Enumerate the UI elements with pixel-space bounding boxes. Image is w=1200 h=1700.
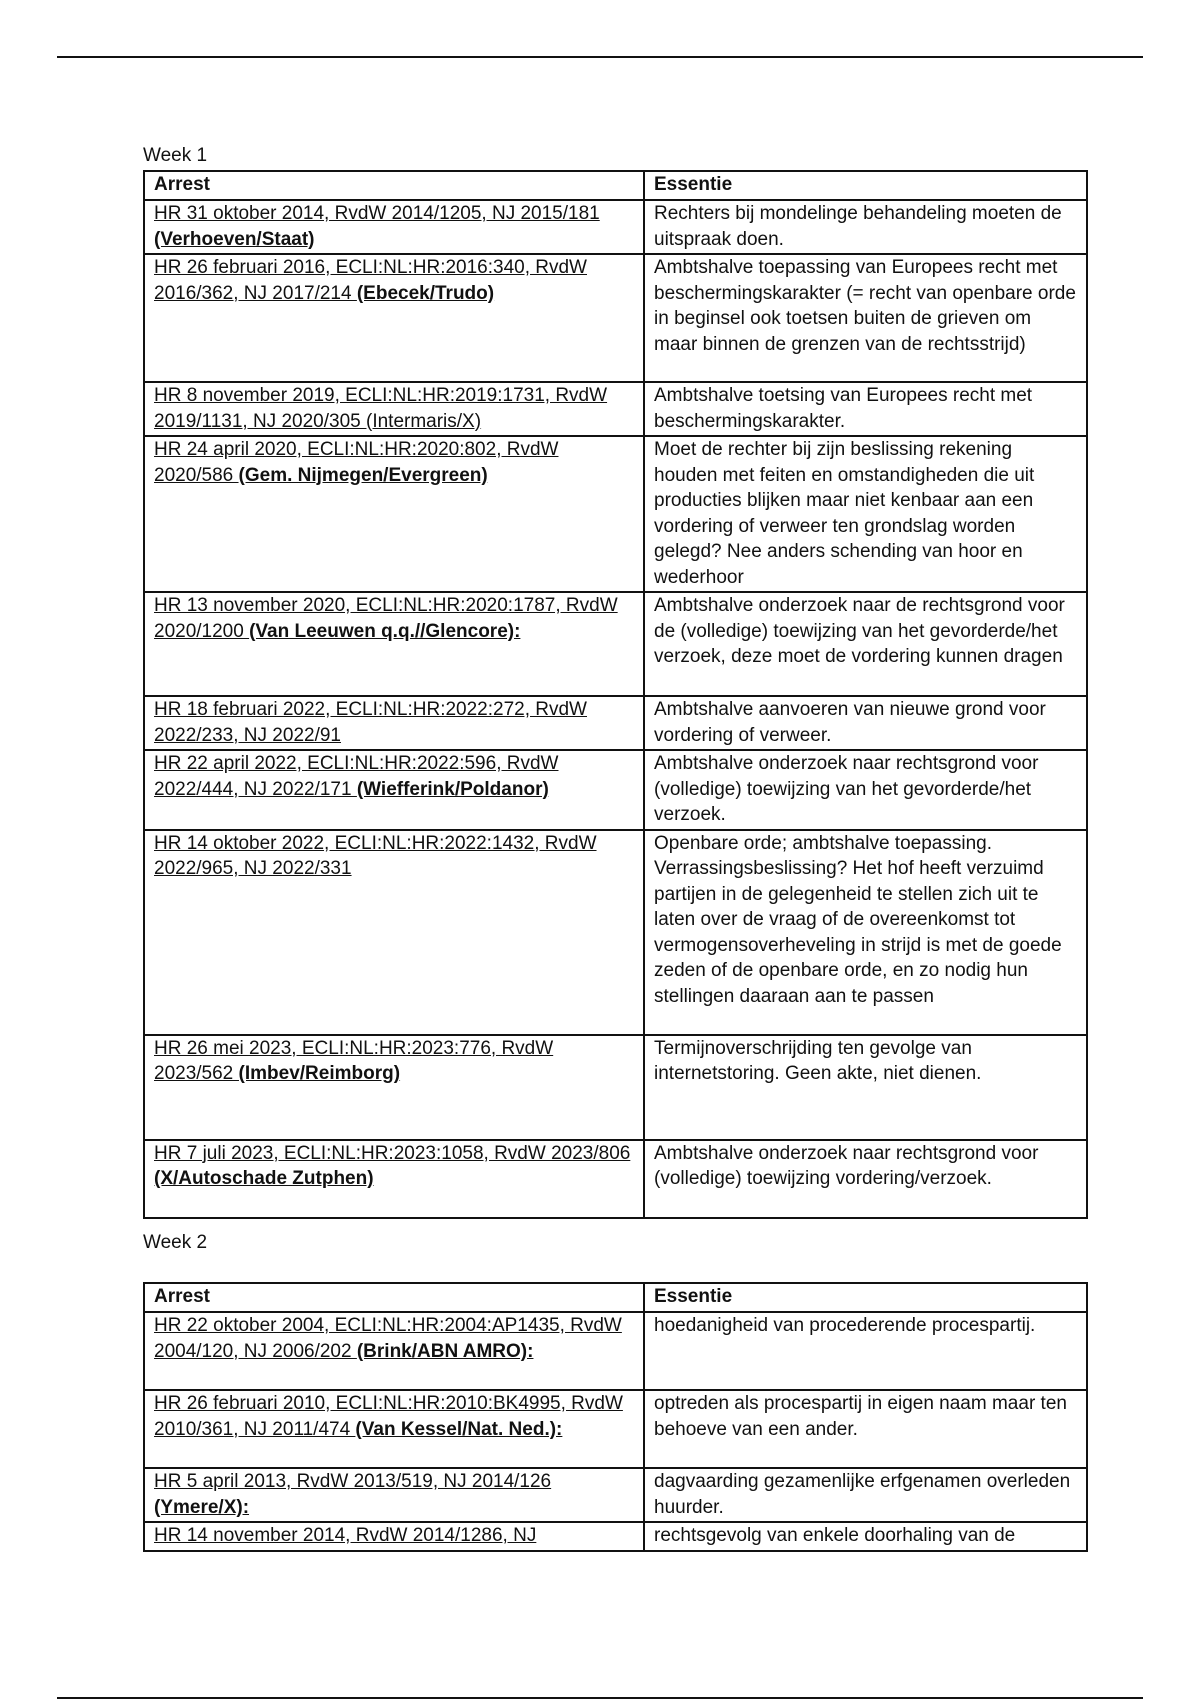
- case-parties: (Ebecek/Trudo): [356, 282, 495, 304]
- case-reference: HR 8 november 2019, ECLI:NL:HR:2019:1731, RvdW 2019/1131, NJ 2020/305 (Intermaris/X): [154, 385, 608, 432]
- case-reference: HR 22 april 2022, ECLI:NL:HR:2022:596, RvdW 2022/444, NJ 2022/171: [154, 753, 559, 800]
- arrest-cell: [144, 750, 644, 830]
- page-top-rule: [57, 56, 1143, 58]
- arrest-cell: [144, 592, 644, 696]
- table-row: [144, 382, 1087, 436]
- case-reference: HR 26 februari 2010, ECLI:NL:HR:2010:BK4995, RvdW 2010/361, NJ 2011/474: [154, 1393, 623, 1440]
- essentie-cell: Ambtshalve toetsing van Europees recht met beschermingskarakter.: [644, 382, 1087, 436]
- essentie-cell: Ambtshalve onderzoek naar de rechtsgrond voor de (volledige) toewijzing van het gevorderde/het verzoek, deze moet de vordering kunnen dragen: [644, 592, 1087, 696]
- essentie-cell: Openbare orde; ambtshalve toepassing. Verrassingsbeslissing? Het hof heeft verzuimd partijen in de gelegenheid te stellen zich uit te laten over de vraag of de overeenkomst tot vermogensoverheveling in strijd is met de goede zeden of de openbare orde, en zo nodig hun stellingen daaraan aan te passen: [644, 830, 1087, 1035]
- essentie-cell: rechtsgevolg van enkele doorhaling van de: [644, 1522, 1087, 1551]
- table-row: [144, 1140, 1087, 1218]
- arrest-cell: [144, 696, 644, 750]
- case-reference: HR 13 november 2020, ECLI:NL:HR:2020:1787, RvdW 2020/1200: [154, 595, 618, 642]
- case-parties: (Van Kessel/Nat. Ned.):: [355, 1418, 563, 1440]
- column-header-essentie: Essentie: [644, 1283, 1087, 1312]
- essentie-cell: Rechters bij mondelinge behandeling moeten de uitspraak doen.: [644, 200, 1087, 254]
- case-parties: (Ymere/X):: [154, 1496, 250, 1518]
- case-reference: HR 24 april 2020, ECLI:NL:HR:2020:802, RvdW 2020/586: [154, 439, 559, 486]
- case-reference: HR 31 oktober 2014, RvdW 2014/1205, NJ 2015/181: [154, 203, 600, 224]
- week-1-table: [143, 170, 1088, 1219]
- week-2-table: [143, 1282, 1088, 1552]
- table-row: [144, 1035, 1087, 1140]
- case-reference: HR 14 november 2014, RvdW 2014/1286, NJ: [154, 1525, 537, 1546]
- table-row: [144, 750, 1087, 830]
- arrest-cell: [144, 1522, 644, 1551]
- arrest-cell: [144, 436, 644, 592]
- case-reference: HR 7 juli 2023, ECLI:NL:HR:2023:1058, RvdW 2023/806: [154, 1142, 631, 1164]
- table-row: [144, 254, 1087, 382]
- week-2-heading: Week 2: [143, 1232, 208, 1253]
- case-parties: (Brink/ABN AMRO):: [356, 1340, 534, 1362]
- table-row: [144, 696, 1087, 750]
- arrest-cell: [144, 1035, 644, 1140]
- week-1-heading: Week 1: [143, 145, 208, 166]
- essentie-cell: Ambtshalve toepassing van Europees recht met beschermingskarakter (= recht van openbare orde in beginsel ook toetsen buiten de grieven om maar binnen de grenzen van de rechtsstrijd): [644, 254, 1087, 382]
- case-reference: HR 14 oktober 2022, ECLI:NL:HR:2022:1432, RvdW 2022/965, NJ 2022/331: [154, 832, 597, 879]
- essentie-cell: Ambtshalve aanvoeren van nieuwe grond voor vordering of verweer.: [644, 696, 1087, 750]
- essentie-cell: dagvaarding gezamenlijke erfgenamen overleden huurder.: [644, 1468, 1087, 1522]
- case-parties: (Verhoeven/Staat): [154, 228, 315, 250]
- table-row: [144, 1312, 1087, 1390]
- table-row: [144, 436, 1087, 592]
- table-row: [144, 592, 1087, 696]
- arrest-cell: [144, 1468, 644, 1522]
- case-parties: (Imbev/Reimborg): [238, 1063, 401, 1084]
- arrest-cell: [144, 1312, 644, 1390]
- case-parties: (Van Leeuwen q.q.//Glencore):: [249, 620, 521, 642]
- arrest-cell: [144, 1390, 644, 1468]
- table-row: [144, 200, 1087, 254]
- essentie-cell: Ambtshalve onderzoek naar rechtsgrond voor (volledige) toewijzing vordering/verzoek.: [644, 1140, 1087, 1218]
- arrest-cell: [144, 830, 644, 1035]
- case-reference: HR 18 februari 2022, ECLI:NL:HR:2022:272, RvdW 2022/233, NJ 2022/91: [154, 699, 587, 746]
- column-header-arrest: Arrest: [144, 1283, 644, 1312]
- table-row: [144, 1468, 1087, 1522]
- arrest-cell: [144, 382, 644, 436]
- essentie-cell: Moet de rechter bij zijn beslissing rekening houden met feiten en omstandigheden die uit producties blijken maar niet kenbaar aan een vordering of verweer ten grondslag worden gelegd? Nee anders schending van hoor en wederhoor: [644, 436, 1087, 592]
- case-parties: (Wiefferink/Poldanor): [356, 778, 549, 800]
- case-reference: HR 26 februari 2016, ECLI:NL:HR:2016:340, RvdW 2016/362, NJ 2017/214: [154, 257, 587, 304]
- case-reference: HR 22 oktober 2004, ECLI:NL:HR:2004:AP1435, RvdW 2004/120, NJ 2006/202: [154, 1315, 622, 1362]
- column-header-arrest: Arrest: [144, 171, 644, 200]
- arrest-cell: [144, 1140, 644, 1218]
- case-reference: HR 5 april 2013, RvdW 2013/519, NJ 2014/126: [154, 1471, 552, 1492]
- case-parties: (X/Autoschade Zutphen): [154, 1168, 374, 1189]
- essentie-cell: Termijnoverschrijding ten gevolge van internetstoring. Geen akte, niet dienen.: [644, 1035, 1087, 1140]
- table-header-row: [144, 1283, 1087, 1312]
- table-row: [144, 1522, 1087, 1551]
- essentie-cell: Ambtshalve onderzoek naar rechtsgrond voor (volledige) toewijzing van het gevorderde/het verzoek.: [644, 750, 1087, 830]
- arrest-cell: [144, 254, 644, 382]
- essentie-cell: optreden als procespartij in eigen naam maar ten behoeve van een ander.: [644, 1390, 1087, 1468]
- table-row: [144, 1390, 1087, 1468]
- arrest-cell: [144, 200, 644, 254]
- essentie-cell: hoedanigheid van procederende procespartij.: [644, 1312, 1087, 1390]
- case-reference: HR 26 mei 2023, ECLI:NL:HR:2023:776, RvdW 2023/562: [154, 1037, 554, 1084]
- table-header-row: [144, 171, 1087, 200]
- table-row: [144, 830, 1087, 1035]
- case-parties: (Gem. Nijmegen/Evergreen): [238, 464, 488, 486]
- page-bottom-rule: [57, 1697, 1143, 1699]
- column-header-essentie: Essentie: [644, 171, 1087, 200]
